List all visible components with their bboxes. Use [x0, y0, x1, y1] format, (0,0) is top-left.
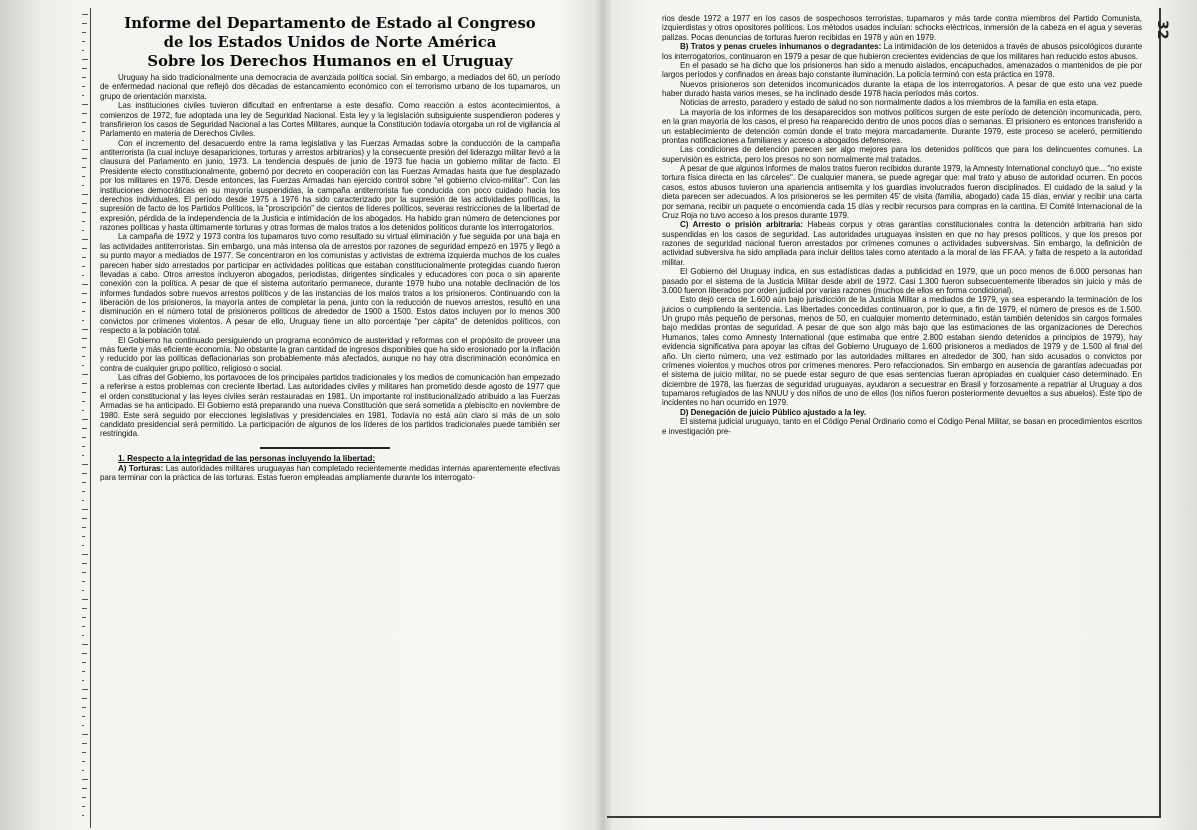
paragraph: El Gobierno del Uruguay indica, en sus estadísticas dadas a publicidad en 1979, que un poco menos de 6.000 personas han pasado por el sistema de la Justicia Militar desde abril de 1972. Casi 1.300 fueron subsecuentemente liberados sin juicio y más de 3.000 fueron liberados por orden judicial por varias razones (muchos de ellos en forma condicional). [662, 267, 1142, 295]
margin-tick [82, 392, 86, 393]
margin-tick [82, 230, 84, 231]
paragraph-section-d [662, 408, 1142, 417]
margin-tick [82, 131, 85, 132]
margin-tick [82, 77, 86, 78]
margin-tick [82, 320, 84, 321]
margin-tick [82, 122, 86, 123]
margin-tick [82, 599, 88, 600]
margin-tick [82, 365, 84, 366]
margin-tick [82, 689, 88, 690]
margin-tick [82, 482, 86, 483]
margin-tick [82, 464, 88, 465]
torture-text: Las autoridades militares uruguayas han completado recientemente medidas internas aparentemente efectivas para terminar con la práctica de las torturas. Estas fueron empleadas ampliamente durante los interrogato- [100, 463, 560, 482]
margin-tick [82, 266, 85, 267]
margin-tick [82, 707, 86, 708]
section-c-text: Habeas corpus y otras garantías constitucionales contra la detención arbitraria han sido suspendidas en los casos de seguridad. Las autoridades uruguayas insisten en que no hay presos políticos, y que los presos por razones de seguridad nacional fueron arrestados por crímenes comunes o actividades subversivas. Sin embargo, la definición de actividad subversiva ha sido ampliada para incluir delitos tales como atentado a la moral de las FF.AA. y falta de respeto a la autoridad militar. [662, 220, 1142, 267]
margin-tick [82, 257, 86, 258]
margin-tick [82, 752, 86, 753]
margin-tick [82, 167, 86, 168]
margin-tick [82, 806, 85, 807]
margin-tick [82, 428, 87, 429]
margin-tick [82, 590, 84, 591]
margin-tick [82, 86, 85, 87]
margin-tick [82, 581, 85, 582]
margin-tick [82, 68, 87, 69]
margin-tick [82, 491, 85, 492]
margin-tick [82, 788, 87, 789]
margin-tick [82, 41, 85, 42]
margin-tick [82, 401, 85, 402]
paragraph: Con el incremento del desacuerdo entre la rama legislativa y las Fuerzas Armadas sobre la conducción de la campaña antiterrorista (la cual incluye desapariciones, torturas y arrestos arbitrarios) y la consecuente presión del liderazgo militar llevó a la clausura del Parlamento en junio, 1973. La tendencia después de junio de 1973 fue hacia un gobierno militar de facto. El Presidente electo constitucionalmente, gobernó por decreto en cooperación con las Fuerzas Armadas hasta que fue desplazado por los militares en 1976. Desde entonces, las Fuerzas Armadas han ejercido control sobre "el gobierno cívico-militar". Con las instituciones democráticas en su mayoría suspendidas, la campaña antiterrorista fue conducida con poco cuidado hacia los derechos individuales. El período desde 1975 a 1976 ha sido caracterizado por la supresión de las actividades políticas, la supresión de facto de los Partidos Políticos, la "proscripción" de cientos de líderes políticos, severas restricciones de la libertad de expresión, pérdida de la independencia de la Justicia e intimidación de los abogados. Ha habido gran número de detenciones por razones políticas y hasta últimamente torturas y otras formas de malos tratos a los detenidos políticos durante los interrogatorios. [100, 138, 560, 232]
paragraph: El sistema judicial uruguayo, tanto en el Código Penal Ordinario como el Código Penal Militar, se basan en procedimientos escritos e investigación pre- [662, 417, 1142, 436]
margin-tick [82, 338, 87, 339]
margin-tick [82, 185, 84, 186]
margin-tick [82, 536, 85, 537]
margin-tick [82, 311, 85, 312]
margin-tick [82, 32, 86, 33]
margin-tick [82, 797, 86, 798]
margin-tick [82, 158, 87, 159]
torture-label: A) Torturas: [118, 463, 164, 473]
paragraph: Las instituciones civiles tuvieron dificultad en enfrentarse a este desafío. Como reacción a estos acontecimientos, a comienzos de 1972, fue adoptada una ley de Seguridad Nacional. Esta ley y la legislación subsiguiente suspendieron poderes y transfirieron los casos de Seguridad Nacional a las Cortes Militares, aunque la Constitución todavía otorgaba un rol de vigilancia al Parlamento en materia de Derechos Civiles. [100, 101, 560, 139]
margin-tick [82, 527, 86, 528]
margin-tick [82, 698, 87, 699]
paragraph: Las cifras del Gobierno, los portavoces de los principales partidos tradicionales y los medios de comunicación han empezado a referirse a estos problemas con creciente libertad. Las autoridades civiles y militares han prometido desde agosto de 1977 que el orden constitucional y las leyes civiles serán restauradas en 1981. Un importante rol institucionalizado atribuido a las Fuerzas Armadas se ha anticipado. El Gobierno está preparando una nueva Constitución que será sometida a plebiscito en noviembre de 1980. Este será seguido por elecciones legislativas y presidenciales en 1981. Todavía no está aún claro si más de un solo candidato presidencial será permitido. La participación de algunos de los líderes de los partidos tradicionales puede también ser restringida. [100, 373, 560, 439]
margin-tick [82, 95, 84, 96]
margin-tick [82, 734, 88, 735]
margin-tick [82, 446, 85, 447]
paragraph: Uruguay ha sido tradicionalmente una democracia de avanzada política social. Sin embargo, a mediados del 60, un período de enfermedad nacional que reflejó dos décadas de estancamiento económico con el terrorismo urbano de los tupamaros, un grupo de orientación marxista. [100, 73, 560, 101]
document-title [100, 14, 560, 71]
margin-tick [82, 770, 84, 771]
margin-tick [82, 302, 86, 303]
margin-tick [82, 473, 87, 474]
margin-tick [82, 23, 87, 24]
margin-tick [82, 104, 88, 105]
paragraph: Esto dejó cerca de 1.600 aún bajo jurisdicción de la Justicia Militar a mediados de 1979, ya sea esperando la terminación de los juicios o cumpliendo la sentencia. Las libertades concedidas continuaron, por lo que, a fin de 1979, el número de presos es de 1.500. Un grupo más pequeño de personas, menos de 50, en cualquier momento determinado, están también detenidos sin cargos formales bajo medidas prontas de seguridad. A pesar de que son algo más bajo que las estimaciones de las organizaciones de Derechos Humanos, tales como Amnesty International (que estimaba que entre 2.800 estaban siendo detenidos a principios de 1979), hay evidencia significativa para apoyar las cifras del Gobierno Uruguayo de 1.600 prisioneros a mediados de 1979 y de 1.500 al final del año. Un cierto número, una vez estimado por las autoridades militares en alrededor de 300, han sido acusados o convictos por crímenes violentos y muchos otros por crímenes menores. Pero refaccionados. Sin embargo en ausencia de garantías adecuadas por el sistema de juicio militar, no se puede estar seguro de que esas sentencias fueran apropiadas en cualquier caso determinado. En diciembre de 1978, las fuerzas de seguridad uruguayas, ayudaron a secuestrar en Brasil y forzosamente a repatriar al Uruguay a dos tupamaros refugiados de las NNUU y dos niños de uno de ellos (los niños fueron posteriormente devueltos a sus abuelos). Este tipo de incidentes no han ocurrido en 1979. [662, 295, 1142, 408]
margin-tick [82, 284, 88, 285]
margin-tick [82, 329, 88, 330]
margin-tick [82, 680, 84, 681]
margin-tick [82, 176, 85, 177]
margin-tick [82, 347, 86, 348]
margin-tick [82, 635, 84, 636]
margin-tick [82, 563, 87, 564]
margin-tick [82, 212, 86, 213]
margin-tick [82, 743, 87, 744]
margin-tick [82, 554, 88, 555]
margin-tick [82, 248, 87, 249]
section-c-label: C) Arresto o prisión arbitraria: [680, 220, 803, 230]
margin-tick [82, 410, 84, 411]
margin-tick [82, 662, 86, 663]
page-number: 32 [1154, 20, 1170, 40]
margin-tick [82, 617, 86, 618]
margin-tick [82, 815, 84, 816]
right-column [662, 14, 1142, 436]
section-d-label: D) Denegación de juicio Público ajustado a la ley. [680, 407, 867, 417]
title-line-1: Informe del Departamento de Estado al Congreso [124, 15, 536, 32]
left-column [100, 14, 560, 482]
margin-tick [82, 653, 87, 654]
paragraph-section-b [662, 42, 1142, 61]
paragraph-section-c [662, 220, 1142, 267]
margin-tick [82, 518, 87, 519]
margin-marks [80, 10, 90, 825]
margin-tick [82, 149, 88, 150]
margin-tick [82, 221, 85, 222]
margin-tick [82, 374, 88, 375]
margin-tick [82, 356, 85, 357]
margin-tick [82, 275, 84, 276]
margin-tick [82, 293, 87, 294]
paragraph: La mayoría de los informes de los desaparecidos son motivos políticos surgen de este período de detención incomunicada, pero, en la gran mayoría de los casos, el preso ha reaparecido dentro de unos pocos días o semanas. El prisionero es entonces transferido a un establecimiento de detención común donde el trato mejora marcadamente. Durante 1979, este proceso se aceleró, permitiendo prontas notificaciones a familiares y acceso a abogados defensores. [662, 107, 1142, 145]
margin-tick [82, 50, 84, 51]
paragraph: A pesar de que algunos informes de malos tratos fueron recibidos durante 1979, la Amnesty International concluyó que... "no existe tortura física directa en las cárceles". De cualquier manera, se puede agregar que: mal trato y abuso de autoridad ocurren. En pocos casos, estos abusos tuvieron una apariencia antisemita y los guardias involucrados fueron disciplinados. El cuidado de la salud y la dieta parecen ser adecuados. A los prisioneros se les permiten 45' de visita (familia, abogado) cada 15 días, enviar y recibir una carta por semana, recibir un paquete o encomienda cada 15 días y recibir recursos para compras en la cantina. El Comité Internacional de la Cruz Roja no tuvo acceso a los presos durante 1979. [662, 164, 1142, 220]
margin-tick [82, 572, 86, 573]
margin-tick [82, 644, 88, 645]
paragraph-continuation: rios desde 1972 a 1977 en los casos de sospechosos terroristas, tupamaros y más tarde contra miembros del Partido Comunista, izquierdistas y otros opositores políticos. Los métodos usados incluían: schocks eléctricos, inmersión de la cabeza en el agua y severas palizas. Pocas denuncias de torturas fueron recibidas en 1978 y aún en 1979. [662, 14, 1142, 42]
margin-tick [82, 113, 87, 114]
margin-tick [82, 545, 84, 546]
margin-tick [82, 761, 85, 762]
margin-tick [82, 626, 85, 627]
margin-tick [82, 383, 87, 384]
paragraph: En el pasado se ha dicho que los prisioneros han sido a menudo aislados, encapuchados, amenazados o mantenidos de pie por largos períodos y confinados en áreas bajo constante iluminación. La policía terminó con esta práctica en 1978. [662, 60, 1142, 80]
section-b-text: La intimidación de los detenidos a través de abusos psicológicos durante los interrogatorios, continuaron en 1979 a pesar de que hubieron crecientes evidencias de que los militares han reducido estos abusos. [662, 42, 1142, 61]
margin-tick [82, 239, 88, 240]
margin-tick [82, 509, 88, 510]
paragraph: La campaña de 1972 y 1973 contra los tupamaros tuvo como resultado su virtual eliminación y fue seguida por una baja en las actividades antiterroristas. Sin embargo, una más intensa ola de arrestos por razones de seguridad empezó en 1975 y llegó a su punto mayor a mediados de 1977. Se concentraron en los comunistas y activistas de extrema izquierda muchos de los cuales parecen haber sido arrestados por participar en actividades políticas que estaban constitucionalmente protegidas cuando fueron llevadas a cabo. Otros arrestos incluyeron abogados, periodistas, dirigentes sindicales y educadores con poca o sin aparente conexión con la política. A pesar de que el sistema autoritario permanece, durante 1979 hubo una notable declinación de los informes fundados sobre nuevos arrestos políticos y de las instancias de los malos tratos a los prisioneros. Continuando con la liberación de los prisioneros, la mayoría antes de completar la pena, junto con la reducción de nuevos arrestos, resultó en una disminución en el número total de prisioneros políticos de alrededor de 1900 a 1500. Estos datos incluyen por lo menos 300 convictos por crímenes violentos. A pesar de ello, Uruguay tiene un alto porcentaje "per cápita" de detenidos políticos, con respecto a la población total. [100, 232, 560, 336]
paragraph: Nuevos prisioneros son detenidos incomunicados durante la etapa de los interrogatorios. A pesar de que esto una vez puede haber durado hasta varios meses, se ha inclinado desde 1978 hacia períodos más cortos. [662, 79, 1142, 98]
margin-tick [82, 500, 84, 501]
margin-tick [82, 608, 87, 609]
paragraph-torture [100, 464, 560, 483]
paragraph: Noticias de arresto, paradero y estado de salud no son normalmente dados a los miembros de la familia en esta etapa. [680, 98, 1099, 108]
margin-tick [82, 437, 86, 438]
section-divider [260, 447, 390, 449]
margin-tick [82, 779, 88, 780]
margin-tick [82, 419, 88, 420]
margin-tick [82, 671, 85, 672]
paragraph: El Gobierno ha continuado persiguiendo un programa económico de austeridad y reformas con el propósito de proveer una más fuerte y más eficiente economía. No obstante la gran cantidad de ingresos disponibles que ha sido erosionado por la inflación y reducido por las políticas deflacionarias son probablemente más afectados, aunque no hay otra discriminación económica en contra de cualquier grupo político, religioso o social. [100, 335, 560, 373]
margin-tick [82, 59, 88, 60]
margin-tick [82, 203, 87, 204]
margin-tick [82, 725, 84, 726]
margin-tick [82, 716, 85, 717]
section-heading-integrity: 1. Respecto a la integridad de las personas incluyendo la libertad: [118, 453, 376, 463]
paragraph: Las condiciones de detención parecen ser algo mejores para los detenidos políticos que para los delincuentes comunes. La supervisión es estricta, pero los presos no son normalmente mal tratados. [662, 145, 1142, 164]
margin-tick [82, 455, 84, 456]
margin-tick [82, 14, 88, 15]
section-b-label: B) Tratos y penas crueles inhumanos o degradantes: [680, 42, 882, 52]
margin-tick [82, 140, 84, 141]
margin-tick [82, 194, 88, 195]
title-line-3: Sobre los Derechos Humanos en el Uruguay [147, 53, 513, 70]
title-line-2: de los Estados Unidos de Norte América [163, 34, 497, 51]
